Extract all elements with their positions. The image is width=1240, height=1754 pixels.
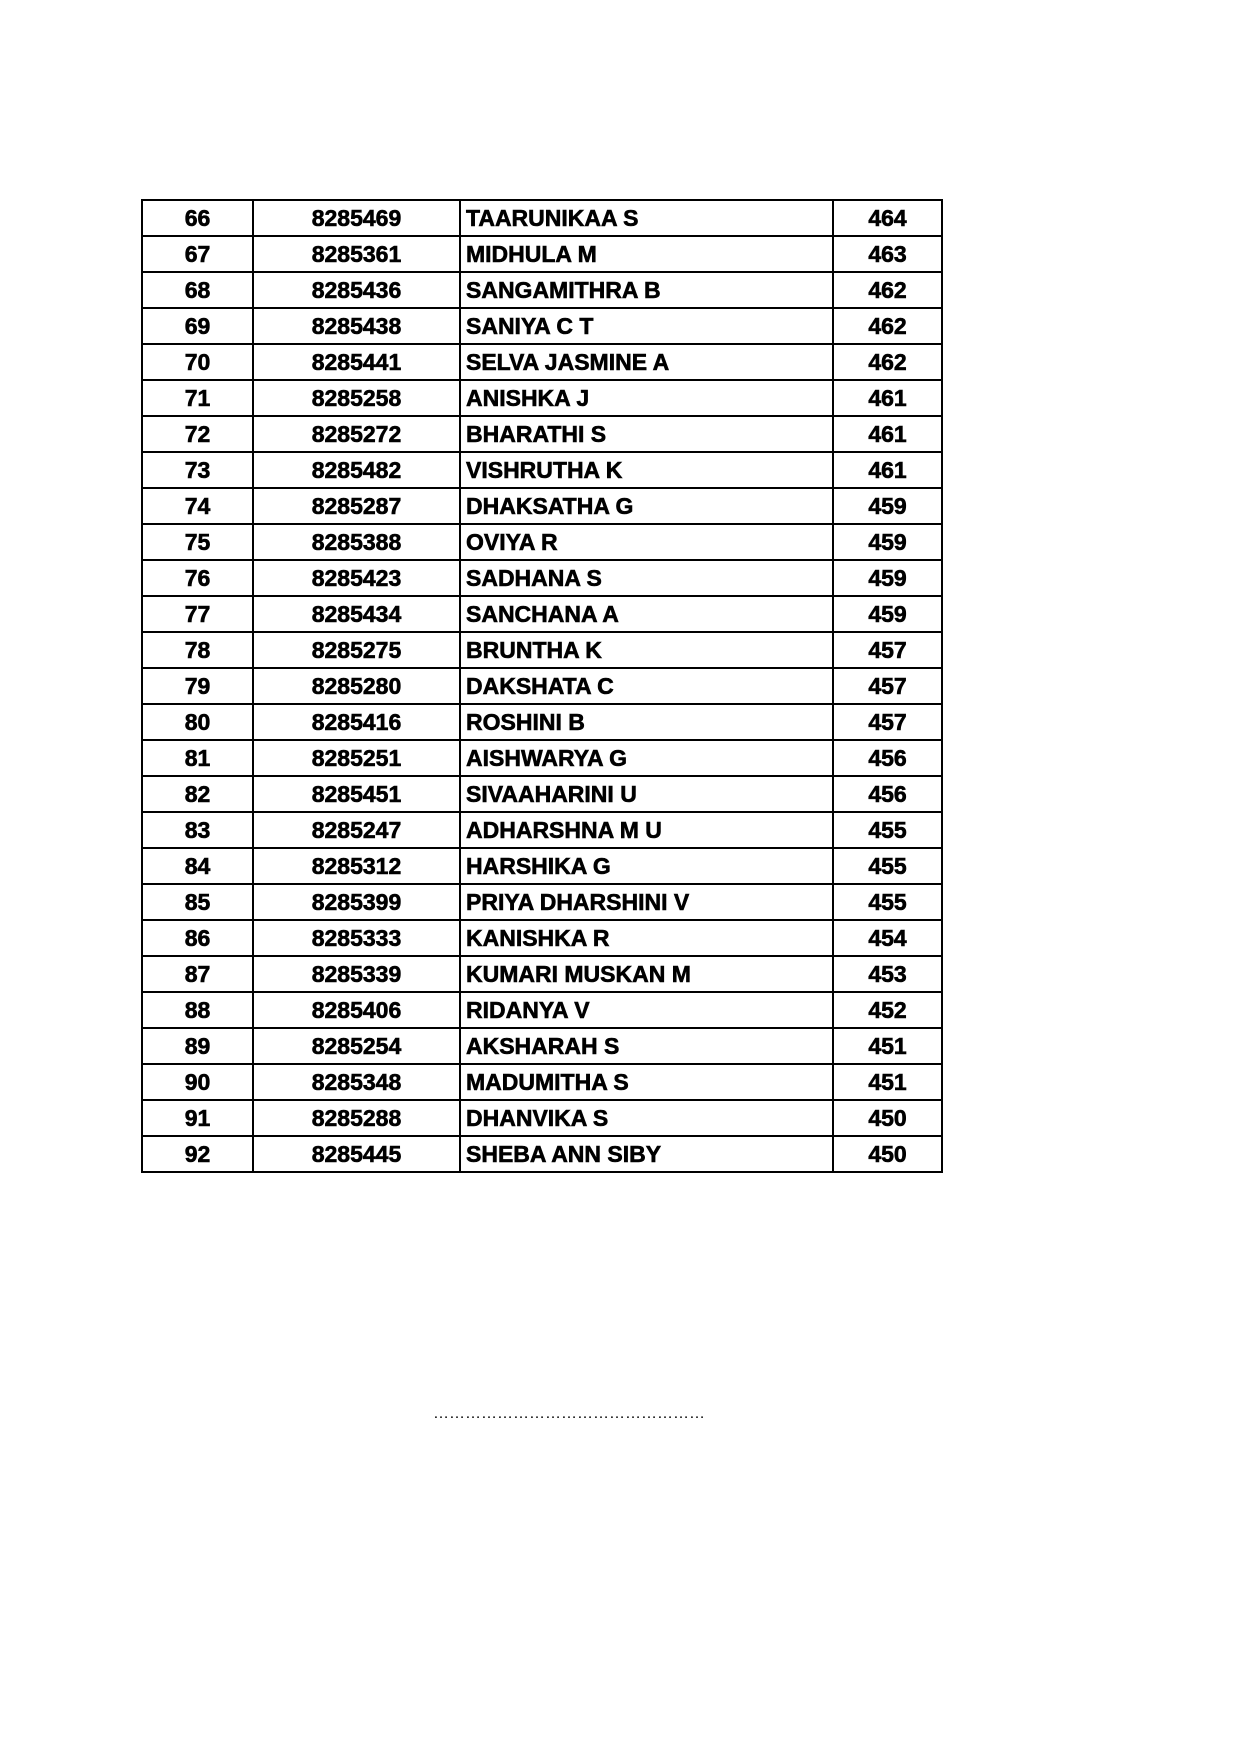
marks-cell: 457 bbox=[833, 632, 942, 668]
serial-number-cell: 68 bbox=[142, 272, 253, 308]
marks-cell: 459 bbox=[833, 524, 942, 560]
roll-number-cell: 8285451 bbox=[253, 776, 460, 812]
table-row bbox=[142, 992, 942, 1028]
table-row bbox=[142, 524, 942, 560]
table-row bbox=[142, 1100, 942, 1136]
serial-number-cell: 78 bbox=[142, 632, 253, 668]
results-table-body bbox=[142, 200, 942, 1172]
marks-cell: 455 bbox=[833, 848, 942, 884]
table-row bbox=[142, 308, 942, 344]
roll-number-cell: 8285275 bbox=[253, 632, 460, 668]
roll-number-cell: 8285312 bbox=[253, 848, 460, 884]
marks-cell: 462 bbox=[833, 344, 942, 380]
serial-number-cell: 69 bbox=[142, 308, 253, 344]
roll-number-cell: 8285399 bbox=[253, 884, 460, 920]
table-row bbox=[142, 272, 942, 308]
marks-cell: 461 bbox=[833, 452, 942, 488]
table-row bbox=[142, 884, 942, 920]
serial-number-cell: 88 bbox=[142, 992, 253, 1028]
marks-cell: 451 bbox=[833, 1028, 942, 1064]
student-name-cell: TAARUNIKAA S bbox=[460, 200, 833, 236]
student-name-cell: SANIYA C T bbox=[460, 308, 833, 344]
marks-cell: 450 bbox=[833, 1100, 942, 1136]
roll-number-cell: 8285339 bbox=[253, 956, 460, 992]
roll-number-cell: 8285333 bbox=[253, 920, 460, 956]
roll-number-cell: 8285416 bbox=[253, 704, 460, 740]
student-name-cell: BHARATHI S bbox=[460, 416, 833, 452]
table-row bbox=[142, 380, 942, 416]
student-name-cell: MIDHULA M bbox=[460, 236, 833, 272]
table-row bbox=[142, 812, 942, 848]
table-row bbox=[142, 956, 942, 992]
student-name-cell: BRUNTHA K bbox=[460, 632, 833, 668]
table-row bbox=[142, 200, 942, 236]
roll-number-cell: 8285434 bbox=[253, 596, 460, 632]
serial-number-cell: 77 bbox=[142, 596, 253, 632]
serial-number-cell: 71 bbox=[142, 380, 253, 416]
roll-number-cell: 8285247 bbox=[253, 812, 460, 848]
table-row bbox=[142, 848, 942, 884]
student-name-cell: ROSHINI B bbox=[460, 704, 833, 740]
student-name-cell: OVIYA R bbox=[460, 524, 833, 560]
roll-number-cell: 8285272 bbox=[253, 416, 460, 452]
roll-number-cell: 8285436 bbox=[253, 272, 460, 308]
roll-number-cell: 8285482 bbox=[253, 452, 460, 488]
student-name-cell: ANISHKA J bbox=[460, 380, 833, 416]
marks-cell: 455 bbox=[833, 884, 942, 920]
serial-number-cell: 81 bbox=[142, 740, 253, 776]
serial-number-cell: 74 bbox=[142, 488, 253, 524]
student-name-cell: PRIYA DHARSHINI V bbox=[460, 884, 833, 920]
table-row bbox=[142, 560, 942, 596]
student-name-cell: SIVAAHARINI U bbox=[460, 776, 833, 812]
table-row bbox=[142, 704, 942, 740]
serial-number-cell: 82 bbox=[142, 776, 253, 812]
table-row bbox=[142, 1028, 942, 1064]
student-name-cell: DHANVIKA S bbox=[460, 1100, 833, 1136]
marks-cell: 455 bbox=[833, 812, 942, 848]
serial-number-cell: 87 bbox=[142, 956, 253, 992]
marks-cell: 459 bbox=[833, 596, 942, 632]
table-row bbox=[142, 1064, 942, 1100]
marks-cell: 454 bbox=[833, 920, 942, 956]
roll-number-cell: 8285258 bbox=[253, 380, 460, 416]
student-name-cell: SADHANA S bbox=[460, 560, 833, 596]
roll-number-cell: 8285348 bbox=[253, 1064, 460, 1100]
marks-cell: 450 bbox=[833, 1136, 942, 1172]
table-row bbox=[142, 668, 942, 704]
table-row bbox=[142, 740, 942, 776]
table-row bbox=[142, 1136, 942, 1172]
serial-number-cell: 79 bbox=[142, 668, 253, 704]
marks-cell: 452 bbox=[833, 992, 942, 1028]
student-name-cell: DHAKSATHA G bbox=[460, 488, 833, 524]
student-name-cell: ADHARSHNA M U bbox=[460, 812, 833, 848]
student-name-cell: AKSHARAH S bbox=[460, 1028, 833, 1064]
serial-number-cell: 86 bbox=[142, 920, 253, 956]
student-name-cell: KUMARI MUSKAN M bbox=[460, 956, 833, 992]
table-row bbox=[142, 344, 942, 380]
roll-number-cell: 8285438 bbox=[253, 308, 460, 344]
marks-cell: 457 bbox=[833, 668, 942, 704]
roll-number-cell: 8285441 bbox=[253, 344, 460, 380]
serial-number-cell: 66 bbox=[142, 200, 253, 236]
marks-cell: 464 bbox=[833, 200, 942, 236]
table-row bbox=[142, 488, 942, 524]
student-name-cell: VISHRUTHA K bbox=[460, 452, 833, 488]
student-name-cell: RIDANYA V bbox=[460, 992, 833, 1028]
table-row bbox=[142, 236, 942, 272]
marks-cell: 456 bbox=[833, 776, 942, 812]
roll-number-cell: 8285469 bbox=[253, 200, 460, 236]
serial-number-cell: 73 bbox=[142, 452, 253, 488]
roll-number-cell: 8285361 bbox=[253, 236, 460, 272]
results-table bbox=[141, 199, 943, 1173]
serial-number-cell: 70 bbox=[142, 344, 253, 380]
marks-cell: 462 bbox=[833, 308, 942, 344]
serial-number-cell: 91 bbox=[142, 1100, 253, 1136]
serial-number-cell: 83 bbox=[142, 812, 253, 848]
serial-number-cell: 89 bbox=[142, 1028, 253, 1064]
marks-cell: 453 bbox=[833, 956, 942, 992]
serial-number-cell: 90 bbox=[142, 1064, 253, 1100]
roll-number-cell: 8285423 bbox=[253, 560, 460, 596]
marks-cell: 463 bbox=[833, 236, 942, 272]
roll-number-cell: 8285388 bbox=[253, 524, 460, 560]
table-row bbox=[142, 452, 942, 488]
serial-number-cell: 75 bbox=[142, 524, 253, 560]
serial-number-cell: 84 bbox=[142, 848, 253, 884]
marks-cell: 459 bbox=[833, 488, 942, 524]
student-name-cell: HARSHIKA G bbox=[460, 848, 833, 884]
marks-cell: 451 bbox=[833, 1064, 942, 1100]
roll-number-cell: 8285251 bbox=[253, 740, 460, 776]
serial-number-cell: 76 bbox=[142, 560, 253, 596]
marks-cell: 456 bbox=[833, 740, 942, 776]
marks-cell: 459 bbox=[833, 560, 942, 596]
serial-number-cell: 72 bbox=[142, 416, 253, 452]
marks-cell: 461 bbox=[833, 416, 942, 452]
marks-cell: 461 bbox=[833, 380, 942, 416]
roll-number-cell: 8285288 bbox=[253, 1100, 460, 1136]
serial-number-cell: 80 bbox=[142, 704, 253, 740]
table-row bbox=[142, 920, 942, 956]
table-row bbox=[142, 632, 942, 668]
student-name-cell: SHEBA ANN SIBY bbox=[460, 1136, 833, 1172]
student-name-cell: SELVA JASMINE A bbox=[460, 344, 833, 380]
student-name-cell: MADUMITHA S bbox=[460, 1064, 833, 1100]
serial-number-cell: 67 bbox=[142, 236, 253, 272]
marks-cell: 457 bbox=[833, 704, 942, 740]
roll-number-cell: 8285287 bbox=[253, 488, 460, 524]
student-name-cell: AISHWARYA G bbox=[460, 740, 833, 776]
table-row bbox=[142, 776, 942, 812]
student-name-cell: KANISHKA R bbox=[460, 920, 833, 956]
roll-number-cell: 8285280 bbox=[253, 668, 460, 704]
student-name-cell: SANCHANA A bbox=[460, 596, 833, 632]
roll-number-cell: 8285254 bbox=[253, 1028, 460, 1064]
table-row bbox=[142, 596, 942, 632]
serial-number-cell: 92 bbox=[142, 1136, 253, 1172]
footer-dotted-line: …………………………………………… bbox=[433, 1405, 705, 1422]
roll-number-cell: 8285445 bbox=[253, 1136, 460, 1172]
student-name-cell: SANGAMITHRA B bbox=[460, 272, 833, 308]
table-row bbox=[142, 416, 942, 452]
marks-cell: 462 bbox=[833, 272, 942, 308]
serial-number-cell: 85 bbox=[142, 884, 253, 920]
student-name-cell: DAKSHATA C bbox=[460, 668, 833, 704]
roll-number-cell: 8285406 bbox=[253, 992, 460, 1028]
